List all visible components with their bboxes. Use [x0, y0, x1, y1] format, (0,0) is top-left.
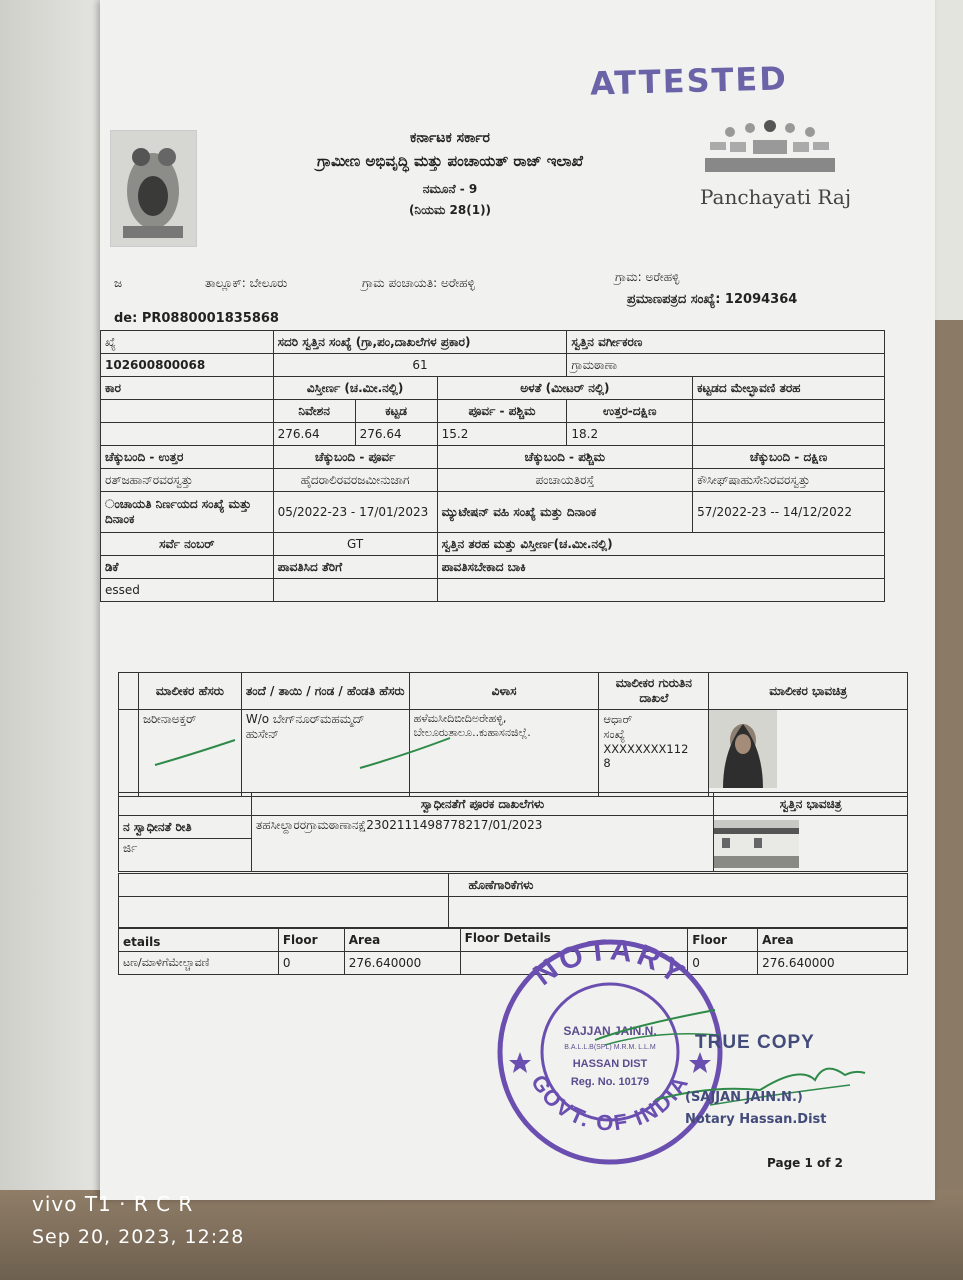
department-title: ಗ್ರಾಮೀಣ ಅಭಿವೃದ್ಧಿ ಮತ್ತು ಪಂಚಾಯತ್ ರಾಜ್ ಇಲಾಖೆ — [316, 152, 584, 170]
cell-property-type-label: ಸ್ವತ್ತಿನ ತರಹ ಮತ್ತು ವಿಸ್ತೀರ್ಣ(ಚ.ಮೀ.ನಲ್ಲಿ) — [437, 533, 884, 556]
table-row — [119, 816, 908, 839]
cell-north-south: 18.2 — [567, 423, 693, 446]
floor-value: 0 — [278, 952, 344, 975]
cell-north-boundary: ರತ್‌ಜಹಾನ್‌ರವರಸ್ವತ್ತು — [101, 469, 274, 492]
notary-signature-icon — [650, 1055, 870, 1115]
table-row — [101, 492, 885, 533]
cell-empty — [119, 897, 449, 928]
cell-mutation-label: ಮ್ಯುಟೇಷನ್ ವಹಿ ಸಂಖ್ಯೆ ಮತ್ತು ದಿನಾಂಕ — [437, 492, 693, 533]
cell-classification: ಗ್ರಾಮಠಾಣಾ — [567, 354, 885, 377]
owner-parent-header: ತಂದೆ / ತಾಯಿ / ಗಂಡ / ಹೆಂಡತಿ ಹೆಸರು — [241, 673, 409, 710]
table-row — [119, 673, 908, 710]
cell-assessed: essed — [101, 579, 274, 602]
floor-details-header: Floor Details — [460, 929, 688, 952]
cell-resolution-value: 05/2022-23 - 17/01/2023 — [273, 492, 437, 533]
property-details-table — [100, 330, 885, 602]
table-row — [101, 469, 885, 492]
area-value-2: 276.640000 — [758, 952, 908, 975]
camera-watermark-timestamp: Sep 20, 2023, 12:28 — [32, 1226, 245, 1248]
floor-type: ಟಣ/ಮಾಳಿಗೆಮೇಲ್ಚಾವಣಿ — [119, 952, 279, 975]
owner-id-line1: ಆಧಾರ್ — [603, 712, 633, 726]
table-row — [101, 354, 885, 377]
owner-id-line3: XXXXXXXX112 — [603, 742, 689, 756]
cell-north-south-header: ಉತ್ತರ-ದಕ್ಷಿಣ — [567, 400, 693, 423]
table-row — [119, 897, 908, 928]
cell-type-label: ಕಾರ — [101, 377, 274, 400]
table-row — [101, 377, 885, 400]
cell-south-boundary-header: ಚೆಕ್ಕುಬಂದಿ - ದಕ್ಷಿಣ — [693, 446, 885, 469]
table-row — [101, 400, 885, 423]
green-tick-1-icon — [150, 735, 240, 775]
cell-property-no-label: ಖ್ಯೆ — [101, 331, 274, 354]
owner-address-line1: ಹಳೆಮಸೀದಿಬೀದಿಅರೇಹಳ್ಳಿ, — [413, 712, 507, 725]
floor-header-2: Floor — [688, 929, 758, 952]
cell-survey-label: ಸರ್ವೆ ನಂಬರ್ — [101, 533, 274, 556]
cell-empty — [273, 579, 437, 602]
table-row — [101, 331, 885, 354]
meta-certificate-number: ಪ್ರಮಾಣಪತ್ರದ ಸಂಖ್ಯೆ: 12094364 — [627, 292, 798, 307]
cell-building-header: ಕಟ್ಟಡ — [355, 400, 437, 423]
cell-empty — [119, 673, 139, 710]
floor-details-label: etails — [119, 929, 279, 952]
meta-left-fragment: ಜ — [114, 276, 123, 290]
area-header: Area — [344, 929, 460, 952]
cell-resolution-label: ಂಚಾಯತಿ ನಿರ್ಣಯದ ಸಂಖ್ಯೆ ಮತ್ತು ದಿನಾಂಕ — [101, 492, 274, 533]
floor-value-2: 0 — [688, 952, 758, 975]
owner-name: ಜರೀನಾಅಕ್ತರ್ — [138, 710, 241, 797]
possession-docs-header: ಸ್ವಾಧೀನತೆಗೆ ಪೂರಕ ದಾಖಲೆಗಳು — [251, 793, 713, 816]
seal-top-text: NOTARY — [527, 935, 693, 993]
table-row — [101, 446, 885, 469]
cell-empty — [119, 710, 139, 797]
cell-east-west-header: ಪೂರ್ವ - ಪಶ್ಚಿಮ — [437, 400, 567, 423]
form-number: ನಮೂನೆ - 9 — [422, 182, 478, 196]
cell-empty — [119, 874, 449, 897]
cell-building-area: 276.64 — [355, 423, 437, 446]
cell-empty — [437, 579, 884, 602]
owner-name-header: ಮಾಲೀಕರ ಹೆಸರು — [138, 673, 241, 710]
table-row — [101, 579, 885, 602]
cell-west-boundary-header: ಚೆಕ್ಕುಬಂದಿ - ಪಶ್ಚಿಮ — [437, 446, 693, 469]
owner-id — [599, 710, 709, 797]
table-row — [101, 533, 885, 556]
cell-paid-tax-label: ಪಾವತಿಸಿದ ತೆರಿಗೆ — [273, 556, 437, 579]
possession-table — [118, 792, 908, 872]
cell-property-no: 61 — [273, 354, 567, 377]
seal-bottom-text: GOVT. OF INDIA — [526, 1070, 694, 1136]
liabilities-table — [118, 873, 908, 928]
document-header — [220, 130, 680, 224]
page-number: Page 1 of 2 — [767, 1156, 843, 1170]
cell-east-west: 15.2 — [437, 423, 567, 446]
owner-parent-line2: ಹುಸೇನ್ — [245, 727, 279, 741]
seal-reg: Reg. No. 10179 — [570, 1076, 650, 1088]
owner-id-header: ಮಾಲೀಕರ ಗುರುತಿನ ದಾಖಲೆ — [599, 673, 709, 710]
area-header-2: Area — [758, 929, 908, 952]
owner-id-line4: 8 — [603, 756, 611, 770]
owner-parent-line1: W/o ಬೇಗ್‌ನೂರ್‌ಮಹಮ್ಮದ್ — [245, 712, 365, 726]
cell-empty — [119, 793, 252, 816]
property-photo-cell — [714, 816, 908, 872]
table-row — [101, 556, 885, 579]
cell-north-boundary-header: ಚೆಕ್ಕುಬಂದಿ - ಉತ್ತರ — [101, 446, 274, 469]
floor-header: Floor — [278, 929, 344, 952]
property-photo — [714, 820, 799, 868]
green-tick-2-icon — [355, 730, 455, 775]
cell-roof-header: ಕಟ್ಟಡದ ಮೇಲ್ಛಾವಣಿ ತರಹ — [693, 377, 885, 400]
govt-title: ಕರ್ನಾಟಕ ಸರ್ಕಾರ — [410, 130, 490, 146]
cell-classification-header: ಸ್ವತ್ತಿನ ವರ್ಗೀಕರಣ — [567, 331, 885, 354]
possession-mode: ರ್ಜಿ — [119, 839, 252, 872]
cell-mutation-value: 57/2022-23 -- 14/12/2022 — [693, 492, 885, 533]
liabilities-header: ಹೊಣೆಗಾರಿಕೆಗಳು — [448, 874, 907, 897]
owner-photo-header: ಮಾಲೀಕರ ಭಾವಚಿತ್ರ — [709, 673, 908, 710]
possession-mode-header: ನ ಸ್ವಾಧೀನತೆ ರೀತಿ — [119, 816, 252, 839]
panchayati-raj-logo-text: Panchayati Raj — [700, 185, 852, 209]
meta-village: ಗ್ರಾಮ: ಅರೇಹಳ್ಳಿ — [615, 270, 680, 284]
seal-district: HASSAN DIST — [572, 1058, 648, 1070]
cell-balance-label: ಪಾವತಿಸಬೇಕಾದ ಬಾಕಿ — [437, 556, 884, 579]
rule-number: (ನಿಯಮ 28(1)) — [408, 203, 492, 217]
meta-gram-panchayat: ಗ್ರಾಮ ಪಂಚಾಯತಿ: ಅರೇಹಳ್ಳಿ — [362, 276, 475, 290]
table-row — [119, 793, 908, 816]
cell-property-no-header: ಸದರಿ ಸ್ವತ್ತಿನ ಸಂಖ್ಯೆ (ಗ್ರಾ,ಪಂ,ದಾಖಲೆಗಳ ಪ್ರಕಾರ) — [273, 331, 567, 354]
possession-docs: ತಹಸೀಲ್ದಾರರಗ್ರಾಮಠಾಣಾನಕ್ಷೆ2302111498778217/01/2023 — [251, 816, 713, 872]
table-row — [101, 423, 885, 446]
cell-area-header: ವಿಸ್ತೀರ್ಣ (ಚ.ಮೀ.ನಲ್ಲಿ) — [273, 377, 437, 400]
document-page — [100, 0, 935, 1200]
cell-empty — [693, 423, 885, 446]
table-row — [119, 874, 908, 897]
meta-taluk: ತಾಲ್ಲೂಕ್: ಬೇಲೂರು — [205, 276, 288, 290]
owner-address-line2: ಬೇಲೂರುತಾಲೂ..ಕುಹಾಸನಜಿಲ್ಲೆ. — [413, 726, 531, 739]
owner-photo — [709, 710, 777, 788]
cell-empty — [101, 423, 274, 446]
seal-qualification: B.A.L.L.B(SPL) M.R.M. L.L.M — [564, 1044, 656, 1051]
owner-id-line2: ಸಂಖ್ಯೆ — [603, 727, 626, 741]
meta-property-code: de: PR0880001835868 — [114, 311, 279, 326]
attested-stamp: ATTESTED — [589, 59, 789, 103]
cell-demand-label: ಡಿಕೆ — [101, 556, 274, 579]
true-copy-stamp: TRUE COPY — [695, 1032, 815, 1053]
cell-site-header: ನಿವೇಶನ — [273, 400, 355, 423]
cell-empty — [101, 400, 274, 423]
seal-name: SAJJAN JAIN.N. — [563, 1024, 657, 1038]
karnataka-emblem-icon — [110, 130, 197, 247]
cell-east-boundary: ಹೈದರಾಲಿರವರಜಮೀನುಜಾಗ — [273, 469, 437, 492]
cell-empty — [448, 897, 907, 928]
cell-property-id: 102600800068 — [101, 354, 274, 377]
cell-west-boundary: ಪಂಚಾಯತಿರಸ್ತೆ — [437, 469, 693, 492]
signer-name: (SAJJAN JAIN.N.) — [685, 1090, 803, 1105]
camera-watermark-device: vivo T1 · R C R — [32, 1192, 194, 1216]
area-value: 276.640000 — [344, 952, 460, 975]
cell-south-boundary: ಕೌಸೀಫ್‌ಷಾಹುಸೇನಿರವರಸ್ವತ್ತು — [693, 469, 885, 492]
owner-photo-cell — [709, 710, 908, 797]
cell-site-area: 276.64 — [273, 423, 355, 446]
property-photo-header: ಸ್ವತ್ತಿನ ಭಾವಚಿತ್ರ — [714, 793, 908, 816]
cell-east-boundary-header: ಚೆಕ್ಕುಬಂದಿ - ಪೂರ್ವ — [273, 446, 437, 469]
owner-address-header: ವಿಳಾಸ — [409, 673, 599, 710]
cell-measure-header: ಅಳತೆ (ಮೀಟರ್ ನಲ್ಲಿ) — [437, 377, 693, 400]
signer-title: Notary Hassan.Dist — [685, 1112, 827, 1127]
background-left-page — [0, 0, 110, 1280]
cell-survey-value: GT — [273, 533, 437, 556]
cell-empty — [693, 400, 885, 423]
